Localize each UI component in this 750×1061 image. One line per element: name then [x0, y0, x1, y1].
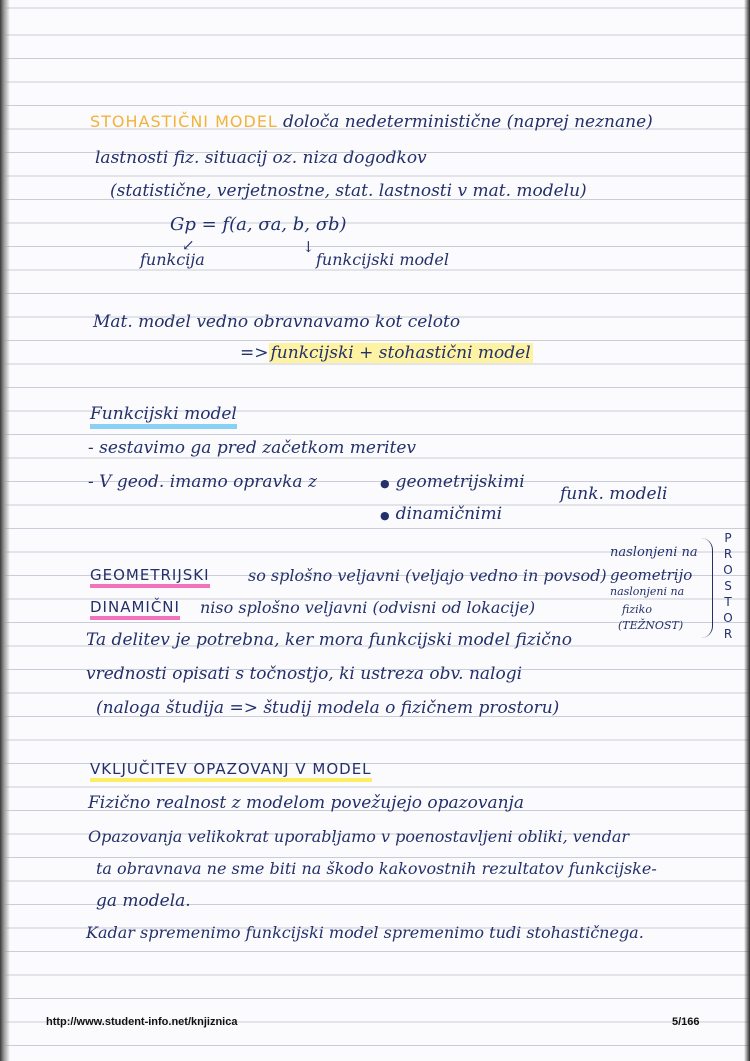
implies-arrow: => [240, 343, 269, 363]
section-funkcijski-model [90, 406, 237, 423]
div-line-2: vrednosti opisati s točnostjo, ki ustreza obv. nalogi [86, 664, 523, 684]
mat-model-line: Mat. model vedno obravnavamo kot celoto [93, 312, 461, 332]
vertical-prostor [720, 530, 736, 642]
arrow-left-icon: ↙ [182, 236, 195, 254]
page-left-edge [0, 0, 10, 1061]
footer-url-link[interactable]: http://www.student-info.net/knjiznica [46, 1016, 238, 1028]
geo-line [90, 568, 210, 583]
div-line-1: Ta delitev je potrebna, ker mora funkcijski model fizično [86, 630, 572, 650]
din-note-c: (TEŽNOST) [618, 619, 684, 632]
text-line-2: lastnosti fiz. situacij oz. niza dogodkov [95, 148, 427, 168]
section-vkljucitev [90, 762, 372, 777]
arrow-left-label: funkcija [140, 250, 205, 269]
page-right-edge [744, 0, 750, 1061]
prostor-brace [700, 538, 713, 638]
section-vkljucitev-title: VKLJUČITEV OPAZOVANJ V MODEL [90, 760, 372, 782]
geo-note-b: geometrijo [610, 566, 693, 584]
funk-item-1: - sestavimo ga pred začetkom meritev [88, 438, 417, 458]
vklj-line-5: Kadar spremenimo funkcijski model spremenimo tudi stohastičnega. [86, 923, 644, 942]
mat-result-highlight: funkcijski + stohastični model [270, 343, 531, 363]
bullet-din-text: dinamičnimi [395, 504, 503, 524]
section-funkcijski-title: Funkcijski model [90, 404, 237, 429]
vertical-letter: O [723, 563, 733, 577]
geo-term: GEOMETRIJSKI [90, 566, 210, 588]
bullet-geometrijskimi [380, 474, 525, 491]
vertical-letter: P [724, 531, 732, 545]
bullet-geo-text: geometrijskimi [395, 472, 525, 492]
vertical-letter: S [724, 579, 732, 593]
title-stohasticni-model: STOHASTIČNI MODEL [90, 112, 278, 131]
bullet-icon: ● [380, 509, 390, 522]
vertical-letter: T [724, 595, 732, 609]
bullet-dinamicnimi [380, 506, 502, 523]
arrow-right-label: funkcijski model [316, 250, 450, 269]
text-line-3: (statistične, verjetnostne, stat. lastnosti v mat. modelu) [110, 181, 587, 201]
vklj-line-2: Opazovanja velikokrat uporabljamo v poenostavljeni obliki, vendar [88, 827, 630, 846]
mat-result-line [240, 345, 533, 362]
vertical-letter: R [723, 627, 733, 641]
bullet-icon: ● [380, 477, 390, 490]
footer-page-number: 5/166 [672, 1016, 700, 1028]
din-rest: niso splošno veljavni (odvisni od lokacije) [200, 598, 536, 617]
vertical-letter: O [723, 611, 733, 625]
title-line-rest: določa nedeterministične (naprej neznane) [282, 112, 653, 132]
din-note-b: fiziko [622, 603, 652, 616]
vklj-line-4: ga modela. [96, 891, 191, 911]
vertical-letter: R [723, 547, 733, 561]
geo-note-a: naslonjeni na [610, 545, 698, 560]
vklj-line-1: Fizično realnost z modelom povežujejo opazovanja [88, 793, 524, 813]
vklj-line-3: ta obravnava ne sme biti na škodo kakovostnih rezultatov funkcijske- [96, 859, 657, 878]
title-line [90, 114, 653, 131]
funk-modeli-label: funk. modeli [560, 484, 668, 504]
funk-item-2: - V geod. imamo opravka z [88, 472, 317, 492]
div-line-3: (naloga študija => študij modela o fizičnem prostoru) [96, 698, 560, 718]
din-line [90, 600, 180, 615]
geo-rest: so splošno veljavni (veljajo vedno in povsod) [248, 566, 607, 585]
din-note-a: naslonjeni na [610, 585, 685, 598]
din-term: DINAMIČNI [90, 598, 180, 620]
arrow-right-icon: ↓ [302, 238, 315, 256]
formula: Gp = f(a, σa, b, σb) [170, 214, 347, 235]
